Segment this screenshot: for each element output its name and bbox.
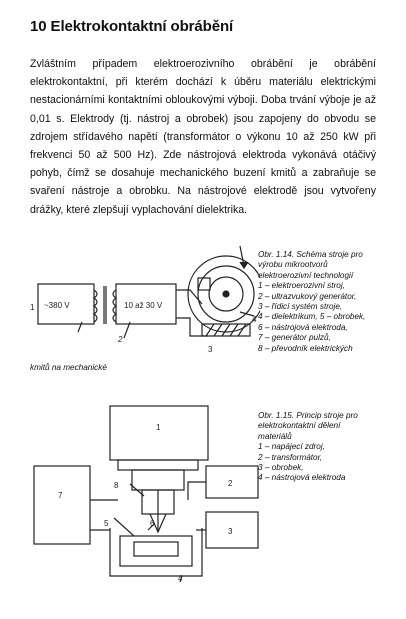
fig1-caption-line: 2 – ultrazvukový generátor, [258,291,357,301]
fig1-label-2: 2 [118,335,123,344]
fig1-voltage-out: 10 až 30 V [124,301,163,310]
fig1-caption-line: Obr. 1.14. Schéma stroje pro [258,250,363,259]
fig1-label-1: 1 [30,303,35,312]
fig2-label-1: 1 [156,423,161,432]
fig1-label-4: 4 [252,315,257,324]
fig2-label-3: 3 [228,527,233,536]
fig2-caption-line: 4 – nástrojová elektroda [258,473,346,483]
fig2-label-5: 5 [104,519,109,528]
body-paragraph: Zvláštním případem elektroerozivního obrábění je obrábění elektrokontaktní, při kterém dochází k úběru materiálu elektrickými nestacionárními kontaktními obloukovými výboji. Doba trvání výboje je až 0,01 s. Elektrody (tj. nástroj a obrobek) jsou zapojeny do obvodu se zdrojem střídavého napětí (transformátor o výkonu 10 až 250 kW při frekvenci 50 až 500 Hz). Zde nástrojová elektroda vykonává otáčivý pohyb, čímž se dosahuje mechanického buzení kmitů a zabraňuje se svaření nástroje a obrobku. Na nástrojové elektrodě jsou vytvořeny drážky, které zlepšují vyplachování dielektrika. [30,58,376,216]
fig1-caption-line: výrobu mikrootvorů [258,260,328,270]
fig2-label-6: 6 [150,519,155,528]
fig2-caption-line: Obr. 1.15. Princip stroje pro [258,411,358,420]
fig2-caption-line: 3 – obrobek, [258,463,304,473]
fig2-caption-line: materiálů [258,431,292,441]
figure-1-15-diagram [30,400,260,582]
fig2-caption-line: elektrokontaktní dělení [258,421,341,431]
fig1-caption-line: 8 – převodník elektrických [258,343,353,353]
figure-1-14-caption [258,250,365,354]
fig1-caption-line: elektroerozivní technologií [258,270,354,280]
fig1-voltage-in: ~380 V [44,301,70,310]
fig1-caption-line: 3 – řídicí systém stroje, [258,302,343,312]
fig2-label-8: 8 [114,481,119,490]
figure-1-14-caption-continuation: kmitů na mechanické [30,363,107,372]
fig1-label-3: 3 [208,345,213,354]
fig2-caption-line: 2 – transformátor, [258,452,323,462]
fig2-label-2: 2 [228,479,233,488]
fig1-caption-line: 4 – dielektrikum, 5 – obrobek, [258,312,366,322]
figure-1-15-caption [258,411,358,484]
fig2-label-4: 4 [178,574,183,582]
fig1-caption-line: 1 – elektroerozivní stroj, [258,281,345,291]
fig2-label-7: 7 [58,491,63,500]
fig1-caption-line: 7 – generátor pulzů, [258,333,331,343]
figure-1-14-diagram [30,238,260,360]
section-heading: 10 Elektrokontaktní obrábění [30,18,234,35]
fig1-caption-line: 6 – nástrojová elektroda, [258,322,348,332]
fig2-caption-line: 1 – napájecí zdroj, [258,442,325,452]
